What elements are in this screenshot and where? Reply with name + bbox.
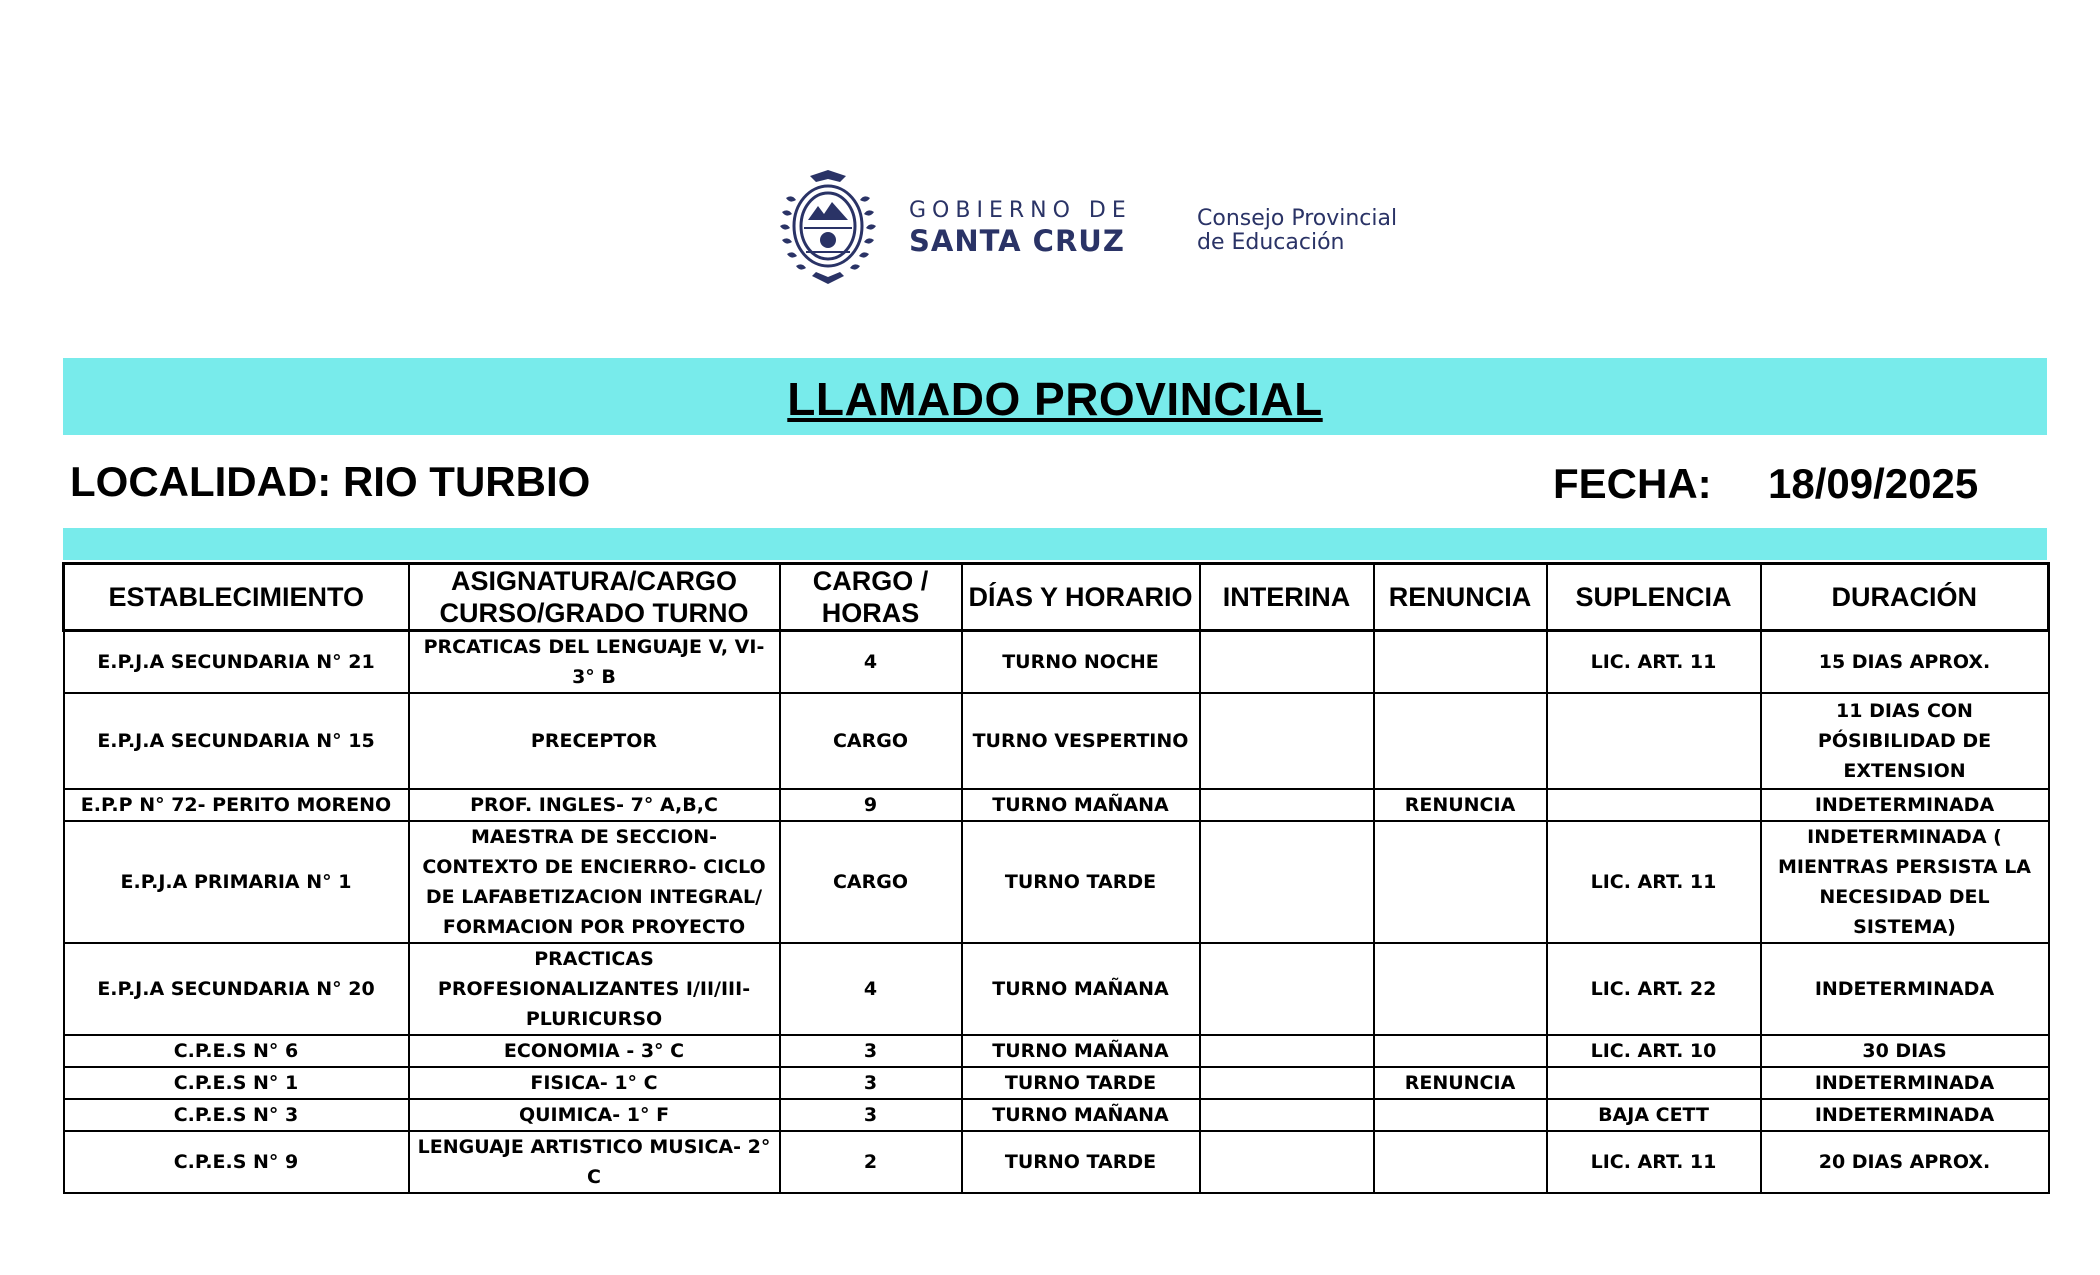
title-band <box>63 358 2047 435</box>
cell-renuncia <box>1374 1131 1547 1193</box>
cell-interina <box>1200 1035 1374 1067</box>
llamado-table <box>62 562 2050 1194</box>
cell-establecimiento: E.P.J.A SECUNDARIA N° 15 <box>64 693 409 789</box>
cell-suplencia: LIC. ART. 11 <box>1547 1131 1761 1193</box>
cell-establecimiento: E.P.J.A SECUNDARIA N° 21 <box>64 631 409 694</box>
cell-asignatura: FISICA- 1° C <box>409 1067 780 1099</box>
table-header-row <box>64 564 2049 631</box>
cell-cargo-horas: CARGO <box>780 821 962 943</box>
cell-renuncia <box>1374 943 1547 1035</box>
cell-asignatura: PRACTICAS PROFESIONALIZANTES I/II/III- PLURICURSO <box>409 943 780 1035</box>
cell-dias-horario: TURNO MAÑANA <box>962 943 1200 1035</box>
cell-suplencia: LIC. ART. 11 <box>1547 821 1761 943</box>
cell-duracion: INDETERMINADA <box>1761 789 2049 821</box>
cell-suplencia: LIC. ART. 11 <box>1547 631 1761 694</box>
table-row <box>64 1067 2049 1099</box>
cell-dias-horario: TURNO MAÑANA <box>962 1099 1200 1131</box>
cell-asignatura: PRCATICAS DEL LENGUAJE V, VI- 3° B <box>409 631 780 694</box>
cell-duracion: INDETERMINADA <box>1761 1067 2049 1099</box>
cell-interina <box>1200 943 1374 1035</box>
table-row <box>64 1099 2049 1131</box>
table-row <box>64 789 2049 821</box>
column-header: RENUNCIA <box>1374 564 1547 631</box>
cell-duracion: 30 DIAS <box>1761 1035 2049 1067</box>
cell-cargo-horas: 2 <box>780 1131 962 1193</box>
cell-establecimiento: C.P.E.S N° 9 <box>64 1131 409 1193</box>
table-row <box>64 631 2049 694</box>
header-logo <box>772 168 1492 288</box>
cell-cargo-horas: 3 <box>780 1035 962 1067</box>
cell-dias-horario: TURNO TARDE <box>962 1067 1200 1099</box>
cell-asignatura: ECONOMIA - 3° C <box>409 1035 780 1067</box>
cell-suplencia: LIC. ART. 10 <box>1547 1035 1761 1067</box>
consejo-line2: de Educación <box>1197 230 1345 255</box>
separator-band <box>63 528 2047 560</box>
cell-cargo-horas: CARGO <box>780 693 962 789</box>
cell-asignatura: QUIMICA- 1° F <box>409 1099 780 1131</box>
cell-suplencia <box>1547 693 1761 789</box>
table-row <box>64 1131 2049 1193</box>
cell-cargo-horas: 4 <box>780 631 962 694</box>
cell-dias-horario: TURNO NOCHE <box>962 631 1200 694</box>
cell-duracion: INDETERMINADA <box>1761 943 2049 1035</box>
column-header: ASIGNATURA/CARGO CURSO/GRADO TURNO <box>409 564 780 631</box>
cell-duracion: INDETERMINADA <box>1761 1099 2049 1131</box>
cell-renuncia <box>1374 1035 1547 1067</box>
table-row <box>64 693 2049 789</box>
cell-dias-horario: TURNO VESPERTINO <box>962 693 1200 789</box>
column-header: INTERINA <box>1200 564 1374 631</box>
column-header: ESTABLECIMIENTO <box>64 564 409 631</box>
cell-interina <box>1200 1131 1374 1193</box>
cell-establecimiento: C.P.E.S N° 1 <box>64 1067 409 1099</box>
cell-dias-horario: TURNO TARDE <box>962 1131 1200 1193</box>
cell-suplencia: BAJA CETT <box>1547 1099 1761 1131</box>
cell-establecimiento: E.P.J.A SECUNDARIA N° 20 <box>64 943 409 1035</box>
cell-establecimiento: C.P.E.S N° 3 <box>64 1099 409 1131</box>
cell-cargo-horas: 3 <box>780 1099 962 1131</box>
cell-dias-horario: TURNO MAÑANA <box>962 1035 1200 1067</box>
consejo-line1: Consejo Provincial <box>1197 206 1398 231</box>
fecha-label: FECHA: <box>1553 460 1712 507</box>
cell-renuncia: RENUNCIA <box>1374 1067 1547 1099</box>
cell-dias-horario: TURNO MAÑANA <box>962 789 1200 821</box>
cell-suplencia <box>1547 789 1761 821</box>
localidad-label: LOCALIDAD: RIO TURBIO <box>70 458 591 505</box>
cell-interina <box>1200 789 1374 821</box>
cell-establecimiento: C.P.E.S N° 6 <box>64 1035 409 1067</box>
cell-asignatura: PROF. INGLES- 7° A,B,C <box>409 789 780 821</box>
column-header: CARGO / HORAS <box>780 564 962 631</box>
cell-cargo-horas: 4 <box>780 943 962 1035</box>
cell-interina <box>1200 1067 1374 1099</box>
cell-interina <box>1200 693 1374 789</box>
cell-asignatura: PRECEPTOR <box>409 693 780 789</box>
gobierno-line1: GOBIERNO DE <box>909 198 1132 223</box>
gobierno-line2: SANTA CRUZ <box>909 224 1125 258</box>
table-row <box>64 1035 2049 1067</box>
cell-cargo-horas: 3 <box>780 1067 962 1099</box>
cell-renuncia <box>1374 1099 1547 1131</box>
cell-suplencia <box>1547 1067 1761 1099</box>
cell-duracion: 11 DIAS CON PÓSIBILIDAD DE EXTENSION <box>1761 693 2049 789</box>
table-row <box>64 821 2049 943</box>
cell-duracion: 15 DIAS APROX. <box>1761 631 2049 694</box>
cell-asignatura: MAESTRA DE SECCION- CONTEXTO DE ENCIERRO- CICLO DE LAFABETIZACION INTEGRAL/ FORMACION POR PROYECTO <box>409 821 780 943</box>
column-header: DURACIÓN <box>1761 564 2049 631</box>
cell-interina <box>1200 821 1374 943</box>
cell-asignatura: LENGUAJE ARTISTICO MUSICA- 2° C <box>409 1131 780 1193</box>
page-title: LLAMADO PROVINCIAL <box>787 373 1323 425</box>
cell-renuncia: RENUNCIA <box>1374 789 1547 821</box>
cell-interina <box>1200 631 1374 694</box>
cell-renuncia <box>1374 693 1547 789</box>
fecha-value: 18/09/2025 <box>1768 460 1979 507</box>
column-header: SUPLENCIA <box>1547 564 1761 631</box>
cell-establecimiento: E.P.J.A PRIMARIA N° 1 <box>64 821 409 943</box>
column-header: DÍAS Y HORARIO <box>962 564 1200 631</box>
cell-suplencia: LIC. ART. 22 <box>1547 943 1761 1035</box>
santa-cruz-seal-icon <box>772 168 884 288</box>
cell-duracion: INDETERMINADA ( MIENTRAS PERSISTA LA NECESIDAD DEL SISTEMA) <box>1761 821 2049 943</box>
cell-renuncia <box>1374 631 1547 694</box>
table-row <box>64 943 2049 1035</box>
cell-interina <box>1200 1099 1374 1131</box>
cell-cargo-horas: 9 <box>780 789 962 821</box>
cell-renuncia <box>1374 821 1547 943</box>
cell-dias-horario: TURNO TARDE <box>962 821 1200 943</box>
cell-establecimiento: E.P.P N° 72- PERITO MORENO <box>64 789 409 821</box>
cell-duracion: 20 DIAS APROX. <box>1761 1131 2049 1193</box>
